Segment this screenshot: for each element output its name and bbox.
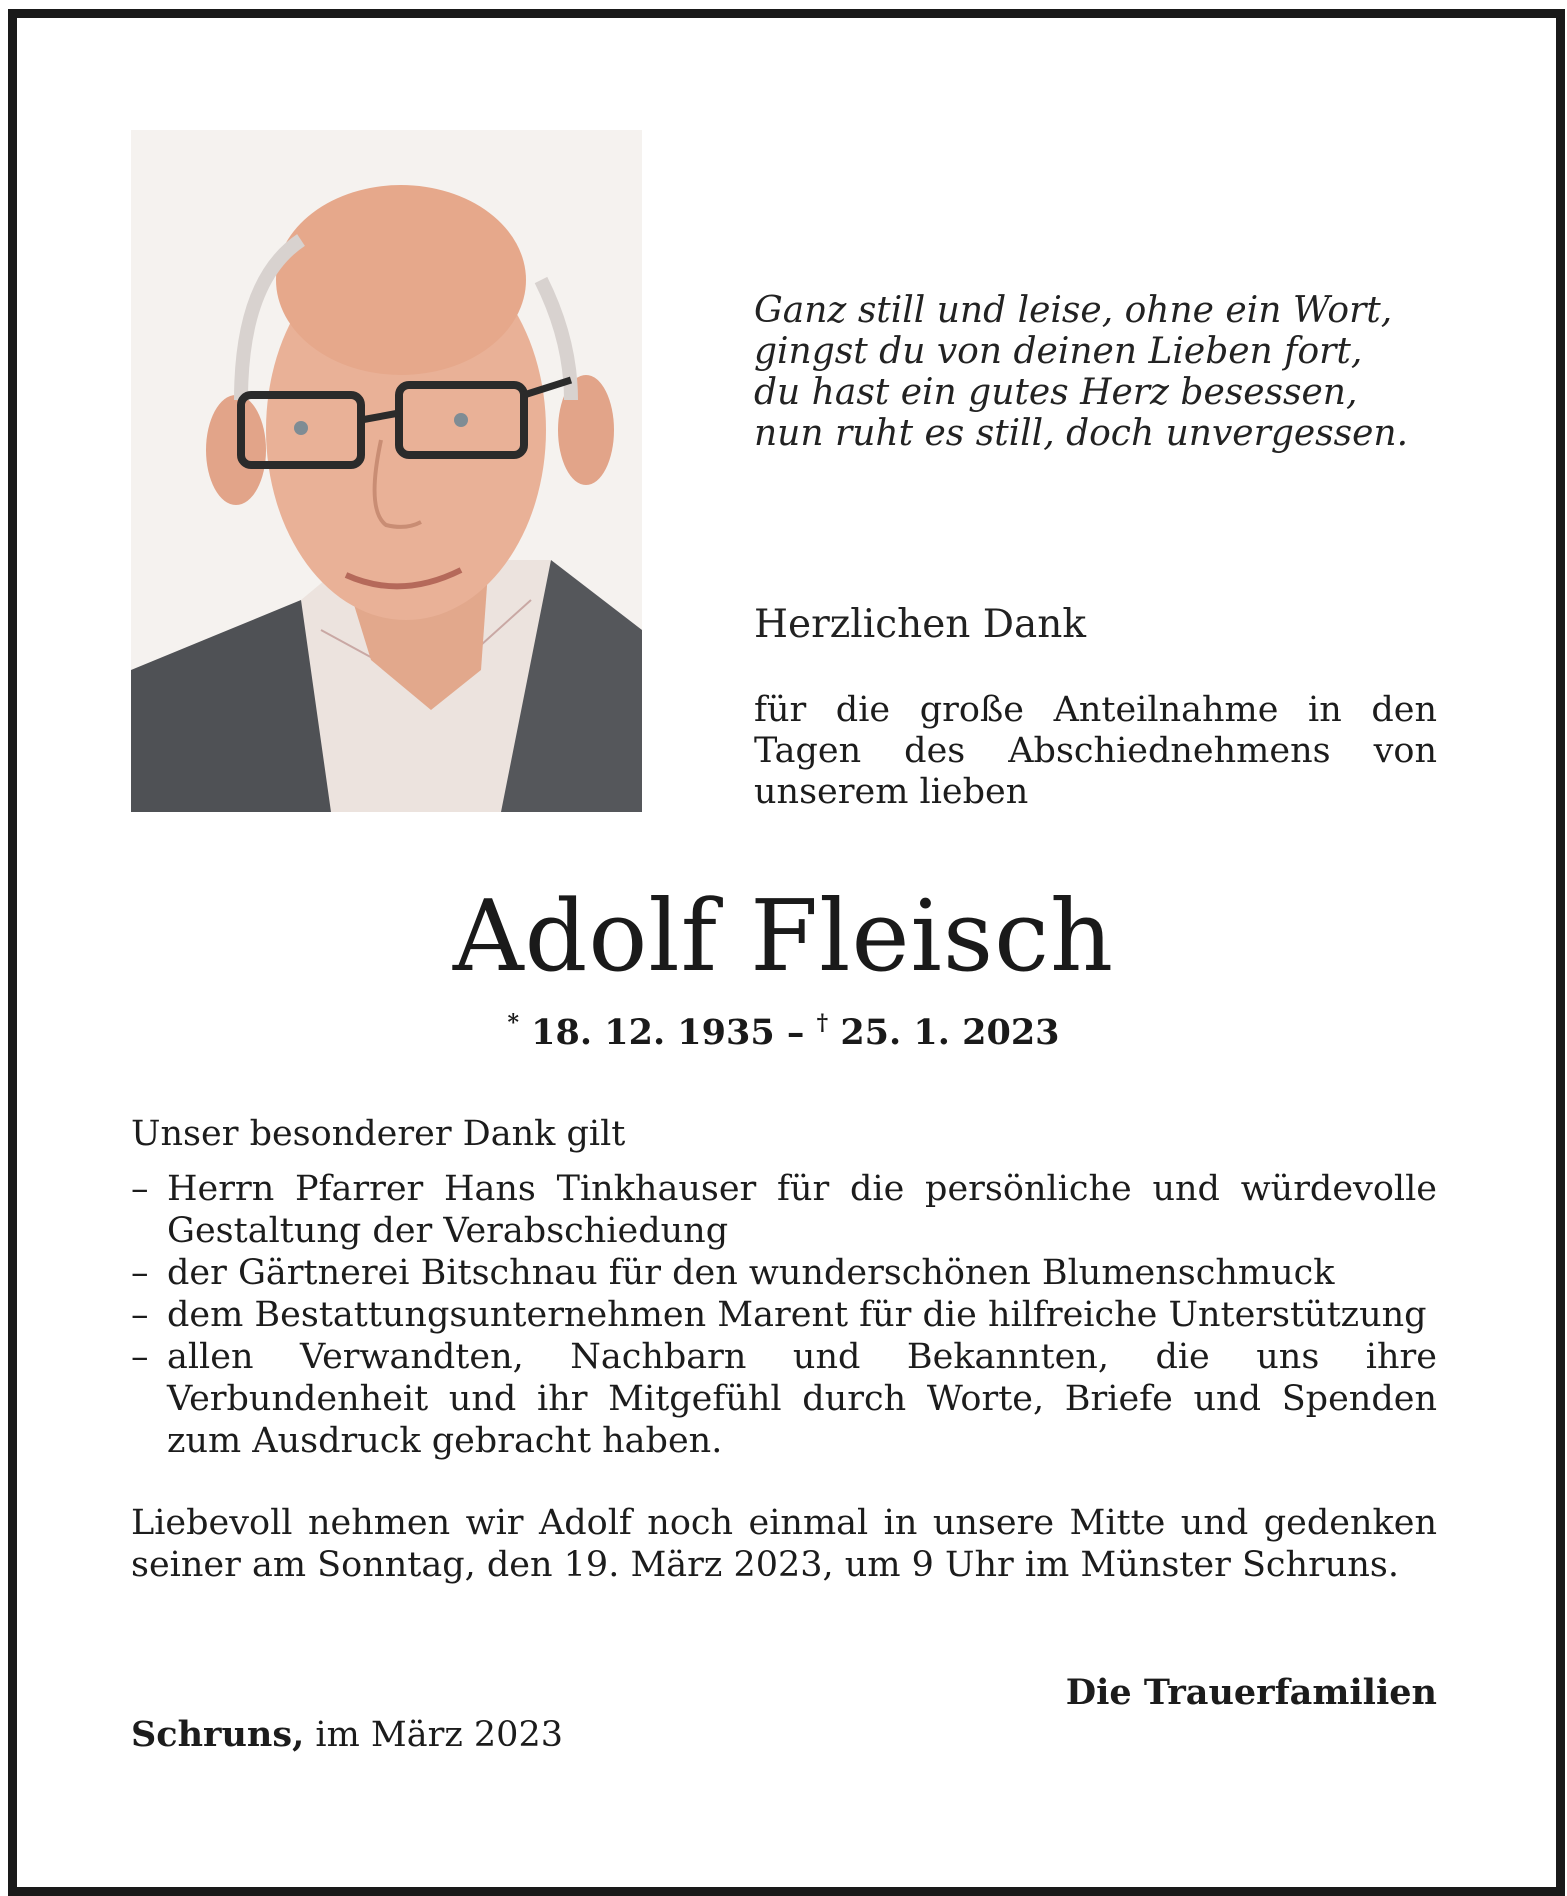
birth-date: 18. 12. 1935 <box>531 1012 775 1053</box>
birth-symbol: * <box>507 1010 519 1036</box>
acknowledgements-intro: Unser besonderer Dank gilt <box>131 1114 626 1154</box>
list-item-text: der Gärtnerei Bitschnau für den wunderschönen Blumenschmuck <box>167 1253 1335 1293</box>
place-town: Schruns, <box>131 1714 305 1755</box>
list-bullet: – <box>131 1295 149 1335</box>
list-item-text: allen Verwandten, Nachbarn und Bekannten, die uns ihre Verbundenheit und ihr Mitgefühl durch Worte, Briefe und Spenden zum Ausdruck gebracht haben. <box>167 1337 1437 1461</box>
memorial-poem <box>754 290 1454 454</box>
life-dates <box>0 1010 1567 1053</box>
acknowledgements-list <box>131 1168 1437 1462</box>
closing-paragraph: Liebevoll nehmen wir Adolf noch einmal in unsere Mitte und gedenken seiner am Sonntag, den 19. März 2023, um 9 Uhr im Münster Schruns. <box>131 1503 1437 1585</box>
signature: Die Trauerfamilien <box>1065 1672 1437 1713</box>
date-separator: – <box>786 1012 805 1053</box>
place-date: im März 2023 <box>315 1715 563 1755</box>
thanks-heading: Herzlichen Dank <box>754 602 1087 647</box>
place-and-date <box>131 1714 563 1755</box>
deceased-name: Adolf Fleisch <box>452 880 1115 994</box>
list-item <box>131 1168 1437 1252</box>
list-item <box>131 1294 1437 1336</box>
death-symbol: † <box>816 1010 829 1036</box>
poem-line: nun ruht es still, doch unvergessen. <box>754 413 1409 454</box>
list-bullet: – <box>131 1169 149 1209</box>
list-bullet: – <box>131 1253 149 1293</box>
list-item-text: Herrn Pfarrer Hans Tinkhauser für die persönliche und würdevolle Gestaltung der Verabschiedung <box>167 1169 1437 1251</box>
poem-line: gingst du von deinen Lieben fort, <box>754 331 1363 372</box>
poem-line: Ganz still und leise, ohne ein Wort, <box>754 290 1393 331</box>
list-bullet: – <box>131 1337 149 1377</box>
poem-line: du hast ein gutes Herz besessen, <box>754 372 1358 413</box>
portrait-photo <box>131 130 642 812</box>
list-item <box>131 1252 1437 1294</box>
thanks-text: für die große Anteilnahme in den Tagen des Abschiednehmens von unserem lieben <box>754 690 1437 812</box>
list-item-text: dem Bestattungsunternehmen Marent für die hilfreiche Unterstützung <box>167 1295 1427 1335</box>
death-date: 25. 1. 2023 <box>840 1012 1060 1053</box>
list-item <box>131 1336 1437 1462</box>
